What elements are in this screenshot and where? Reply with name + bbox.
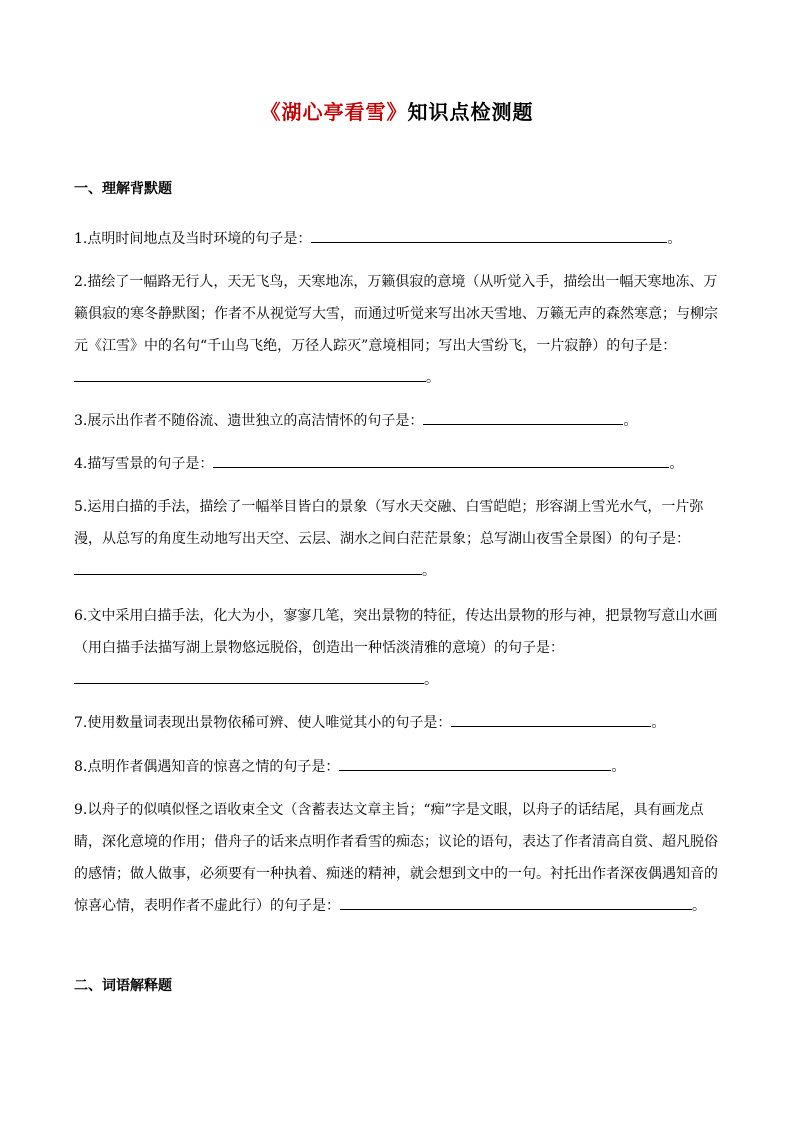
question-2 [74,266,724,394]
question-end: 。 [669,456,684,472]
section-heading-2: 二、词语解释题 [74,978,172,994]
answer-blank[interactable] [451,710,651,727]
question-end: 。 [623,413,638,429]
question-text: 7.使用数量词表现出景物依稀可辨、使人唯觉其小的句子是： [74,715,452,731]
question-end: 。 [424,672,438,688]
answer-blank[interactable] [339,754,611,771]
question-text: 4.描写雪景的句子是： [74,456,214,472]
answer-blank[interactable] [311,226,667,243]
question-end: 。 [426,370,440,386]
question-9 [74,794,724,922]
question-end: 。 [422,563,436,579]
question-text: 9.以舟子的似嗔似怪之语收束全文（含蓄表达文章主旨；“痴”字是文眼，以舟子的话结尾，具有画龙点睛，深化意境的作用；借舟子的话来点明作者看雪的痴态；议论的语句，表达了作者清高自赏、超凡脱俗的感情；做人做事，必须要有一种执着、痴迷的精神，就会想到文中的一句。衬托出作者深夜偶遇知音的惊喜心情，表明作者不虚此行）的句子是： [74,802,718,914]
page-title [0,96,794,125]
question-end: 。 [667,231,682,247]
question-1 [74,223,724,255]
answer-blank[interactable] [423,408,623,425]
question-text: 1.点明时间地点及当时环境的句子是： [74,231,312,247]
answer-blank[interactable] [74,667,424,684]
question-end: 。 [692,898,706,914]
question-text: 2.描绘了一幅路无行人，天无飞鸟，天寒地冻，万籁俱寂的意境（从听觉入手，描绘出一幅天寒地冻、万籁俱寂的寒冬静默图；作者不从视觉写大雪，而通过听觉来写出冰天雪地、万籁无声的森然寒意；与柳宗元《江雪》中的名句“千山鸟飞绝，万径人踪灭”意境相同；写出大雪纷飞，一片寂静）的句子是： [74,274,718,354]
question-7 [74,707,724,739]
question-3 [74,405,724,437]
question-8 [74,751,724,783]
question-text: 8.点明作者偶遇知音的惊喜之情的句子是： [74,759,340,775]
question-text: 3.展示出作者不随俗流、遗世独立的高洁情怀的句子是： [74,413,424,429]
question-6 [74,600,724,696]
question-end: 。 [611,759,626,775]
section-heading-1: 一、理解背默题 [74,181,172,197]
title-black-part: 知识点检测题 [407,100,534,124]
question-5 [74,491,724,587]
question-end: 。 [651,715,666,731]
question-4 [74,448,724,480]
answer-blank[interactable] [74,365,426,382]
question-text: 6.文中采用白描手法，化大为小，寥寥几笔，突出景物的特征，传达出景物的形与神，把景物写意山水画（用白描手法描写湖上景物悠远脱俗，创造出一种恬淡清雅的意境）的句子是： [74,608,718,656]
title-red-part: 《湖心亭看雪》 [260,100,408,124]
answer-blank[interactable] [340,893,692,910]
question-text: 5.运用白描的手法，描绘了一幅举目皆白的景象（写水天交融、白雪皑皑；形容湖上雪光水气，一片弥漫，从总写的角度生动地写出天空、云层、湖水之间白茫茫景象；总写湖山夜雪全景图）的句子是： [74,499,704,547]
answer-blank[interactable] [213,451,669,468]
answer-blank[interactable] [74,558,422,575]
